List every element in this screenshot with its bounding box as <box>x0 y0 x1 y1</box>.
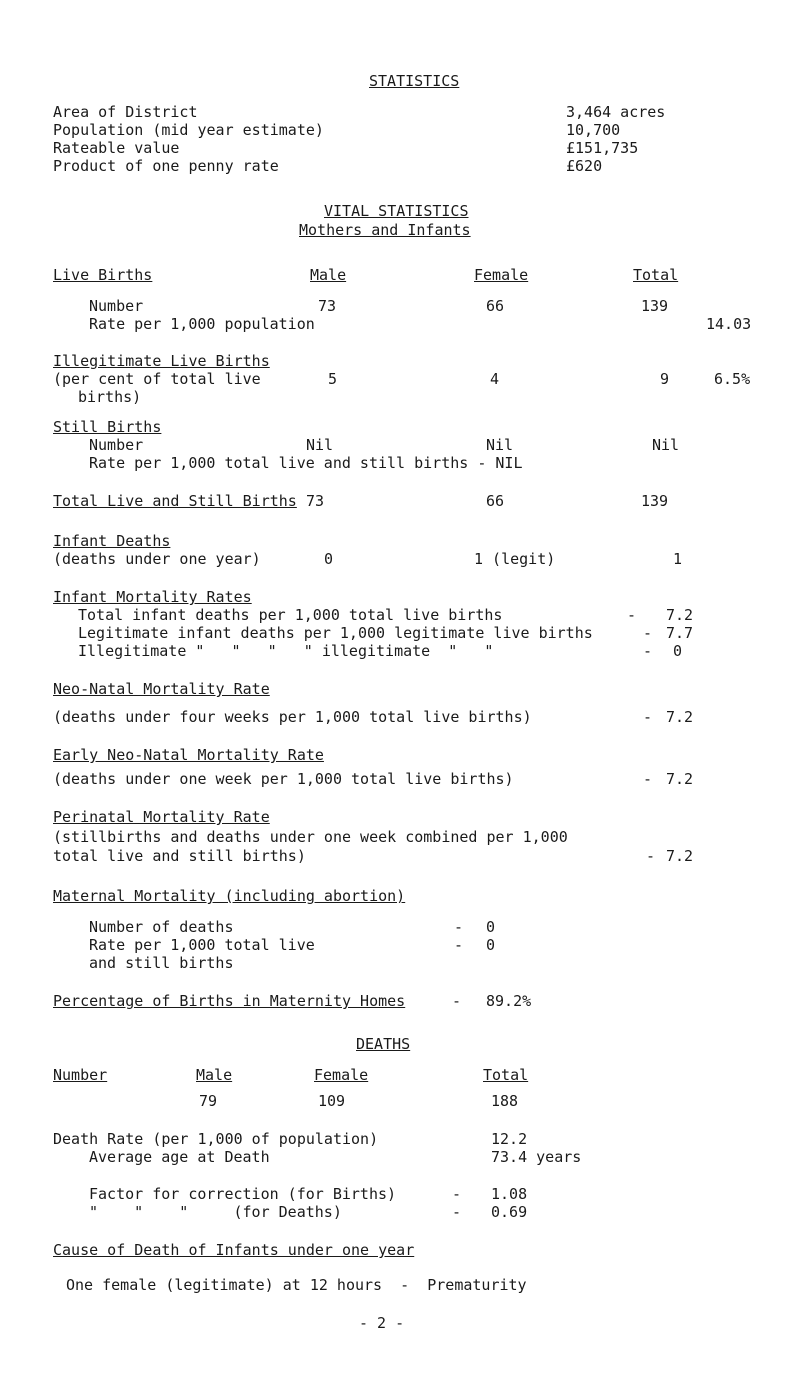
perinatal-line-2: total live and still births) <box>53 847 306 865</box>
maternal-heading: Maternal Mortality (including abortion) <box>53 887 406 905</box>
perinatal-value: 7.2 <box>666 847 694 865</box>
illegitimate-percent: 6.5% <box>714 370 751 388</box>
average-age-label: Average age at Death <box>89 1148 270 1166</box>
maternal-number-label: Number of deaths <box>89 918 234 936</box>
neonatal-line: (deaths under four weeks per 1,000 total live births) <box>53 708 532 726</box>
live-births-total: 139 <box>641 297 669 315</box>
maternal-number-dash: - <box>454 918 464 936</box>
col-male: Male <box>310 266 347 284</box>
deaths-col-total: Total <box>483 1066 529 1084</box>
neonatal-value: 7.2 <box>666 708 694 726</box>
penny-rate-value: £620 <box>566 157 603 175</box>
infant-mortality-row-value: 0 <box>673 642 683 660</box>
rateable-label: Rateable value <box>53 139 180 157</box>
death-rate-value: 12.2 <box>491 1130 528 1148</box>
illegitimate-note-2: births) <box>78 388 142 406</box>
death-rate-label: Death Rate (per 1,000 of population) <box>53 1130 379 1148</box>
deaths-male: 79 <box>199 1092 218 1110</box>
infant-mortality-row-value: 7.7 <box>666 624 694 642</box>
infant-mortality-row-dash: - <box>643 642 653 660</box>
deaths-col-number: Number <box>53 1066 108 1084</box>
infant-mortality-row-dash: - <box>643 624 653 642</box>
maternal-rate-label-2: and still births <box>89 954 234 972</box>
infant-deaths-sub: (deaths under one year) <box>53 550 261 568</box>
illegitimate-note-1: (per cent of total live <box>53 370 261 388</box>
early-neonatal-value: 7.2 <box>666 770 694 788</box>
factor-deaths-value: 0.69 <box>491 1203 528 1221</box>
maternal-rate-value: 0 <box>486 936 496 954</box>
infant-mortality-row-dash: - <box>627 606 637 624</box>
still-births-rate: Rate per 1,000 total live and still births - NIL <box>89 454 523 472</box>
infant-deaths-total: 1 <box>673 550 683 568</box>
col-total: Total <box>633 266 679 284</box>
early-neonatal-heading: Early Neo-Natal Mortality Rate <box>53 746 324 764</box>
neonatal-heading: Neo-Natal Mortality Rate <box>53 680 270 698</box>
still-births-number-label: Number <box>89 436 144 454</box>
page-title: STATISTICS <box>369 72 460 90</box>
infant-deaths-heading: Infant Deaths <box>53 532 171 550</box>
live-births-male: 73 <box>318 297 337 315</box>
still-births-total: Nil <box>652 436 680 454</box>
illegitimate-heading: Illegitimate Live Births <box>53 352 270 370</box>
maternity-homes-dash: - <box>452 992 462 1010</box>
illegitimate-male: 5 <box>328 370 338 388</box>
infant-deaths-female: 1 (legit) <box>474 550 556 568</box>
rateable-value: £151,735 <box>566 139 639 157</box>
population-value: 10,700 <box>566 121 621 139</box>
average-age-value: 73.4 years <box>491 1148 582 1166</box>
deaths-female: 109 <box>318 1092 346 1110</box>
factor-deaths-dash: - <box>452 1203 462 1221</box>
area-label: Area of District <box>53 103 198 121</box>
col-female: Female <box>474 266 529 284</box>
illegitimate-female: 4 <box>490 370 500 388</box>
still-births-male: Nil <box>306 436 334 454</box>
deaths-total: 188 <box>491 1092 519 1110</box>
still-births-heading: Still Births <box>53 418 162 436</box>
illegitimate-total: 9 <box>660 370 670 388</box>
neonatal-dash: - <box>643 708 653 726</box>
infant-mortality-row-label: Legitimate infant deaths per 1,000 legitimate live births <box>78 624 593 642</box>
infant-mortality-row-value: 7.2 <box>666 606 694 624</box>
factor-deaths-label: " " " (for Deaths) <box>89 1203 342 1221</box>
total-live-still-label: Total Live and Still Births <box>53 492 297 510</box>
maternal-rate-label-1: Rate per 1,000 total live <box>89 936 315 954</box>
area-value: 3,464 acres <box>566 103 666 121</box>
total-live-still-male: 73 <box>306 492 325 510</box>
page-number: - 2 - <box>359 1314 405 1332</box>
maternity-homes-label: Percentage of Births in Maternity Homes <box>53 992 406 1010</box>
deaths-col-female: Female <box>314 1066 369 1084</box>
factor-births-dash: - <box>452 1185 462 1203</box>
live-births-rate-value: 14.03 <box>706 315 752 333</box>
penny-rate-label: Product of one penny rate <box>53 157 279 175</box>
live-births-rate-label: Rate per 1,000 population <box>89 315 315 333</box>
infant-cause-heading: Cause of Death of Infants under one year <box>53 1241 415 1259</box>
infant-mortality-row-label: Illegitimate " " " " illegitimate " " <box>78 642 494 660</box>
infant-mortality-heading: Infant Mortality Rates <box>53 588 252 606</box>
perinatal-heading: Perinatal Mortality Rate <box>53 808 270 826</box>
deaths-heading: DEATHS <box>356 1035 411 1053</box>
vital-subheading: Mothers and Infants <box>299 221 471 239</box>
infant-mortality-row-label: Total infant deaths per 1,000 total live births <box>78 606 503 624</box>
infant-cause-line: One female (legitimate) at 12 hours - Prematurity <box>66 1276 527 1294</box>
population-label: Population (mid year estimate) <box>53 121 324 139</box>
maternal-rate-dash: - <box>454 936 464 954</box>
infant-deaths-male: 0 <box>324 550 334 568</box>
total-live-still-female: 66 <box>486 492 505 510</box>
live-births-number-label: Number <box>89 297 144 315</box>
early-neonatal-dash: - <box>643 770 653 788</box>
live-births-heading: Live Births <box>53 266 153 284</box>
factor-births-value: 1.08 <box>491 1185 528 1203</box>
still-births-female: Nil <box>486 436 514 454</box>
maternity-homes-value: 89.2% <box>486 992 532 1010</box>
vital-heading: VITAL STATISTICS <box>324 202 469 220</box>
total-live-still-total: 139 <box>641 492 669 510</box>
live-births-female: 66 <box>486 297 505 315</box>
perinatal-line-1: (stillbirths and deaths under one week combined per 1,000 <box>53 828 568 846</box>
early-neonatal-line: (deaths under one week per 1,000 total live births) <box>53 770 514 788</box>
factor-births-label: Factor for correction (for Births) <box>89 1185 397 1203</box>
deaths-col-male: Male <box>196 1066 233 1084</box>
maternal-number-value: 0 <box>486 918 496 936</box>
perinatal-dash: - <box>646 847 656 865</box>
